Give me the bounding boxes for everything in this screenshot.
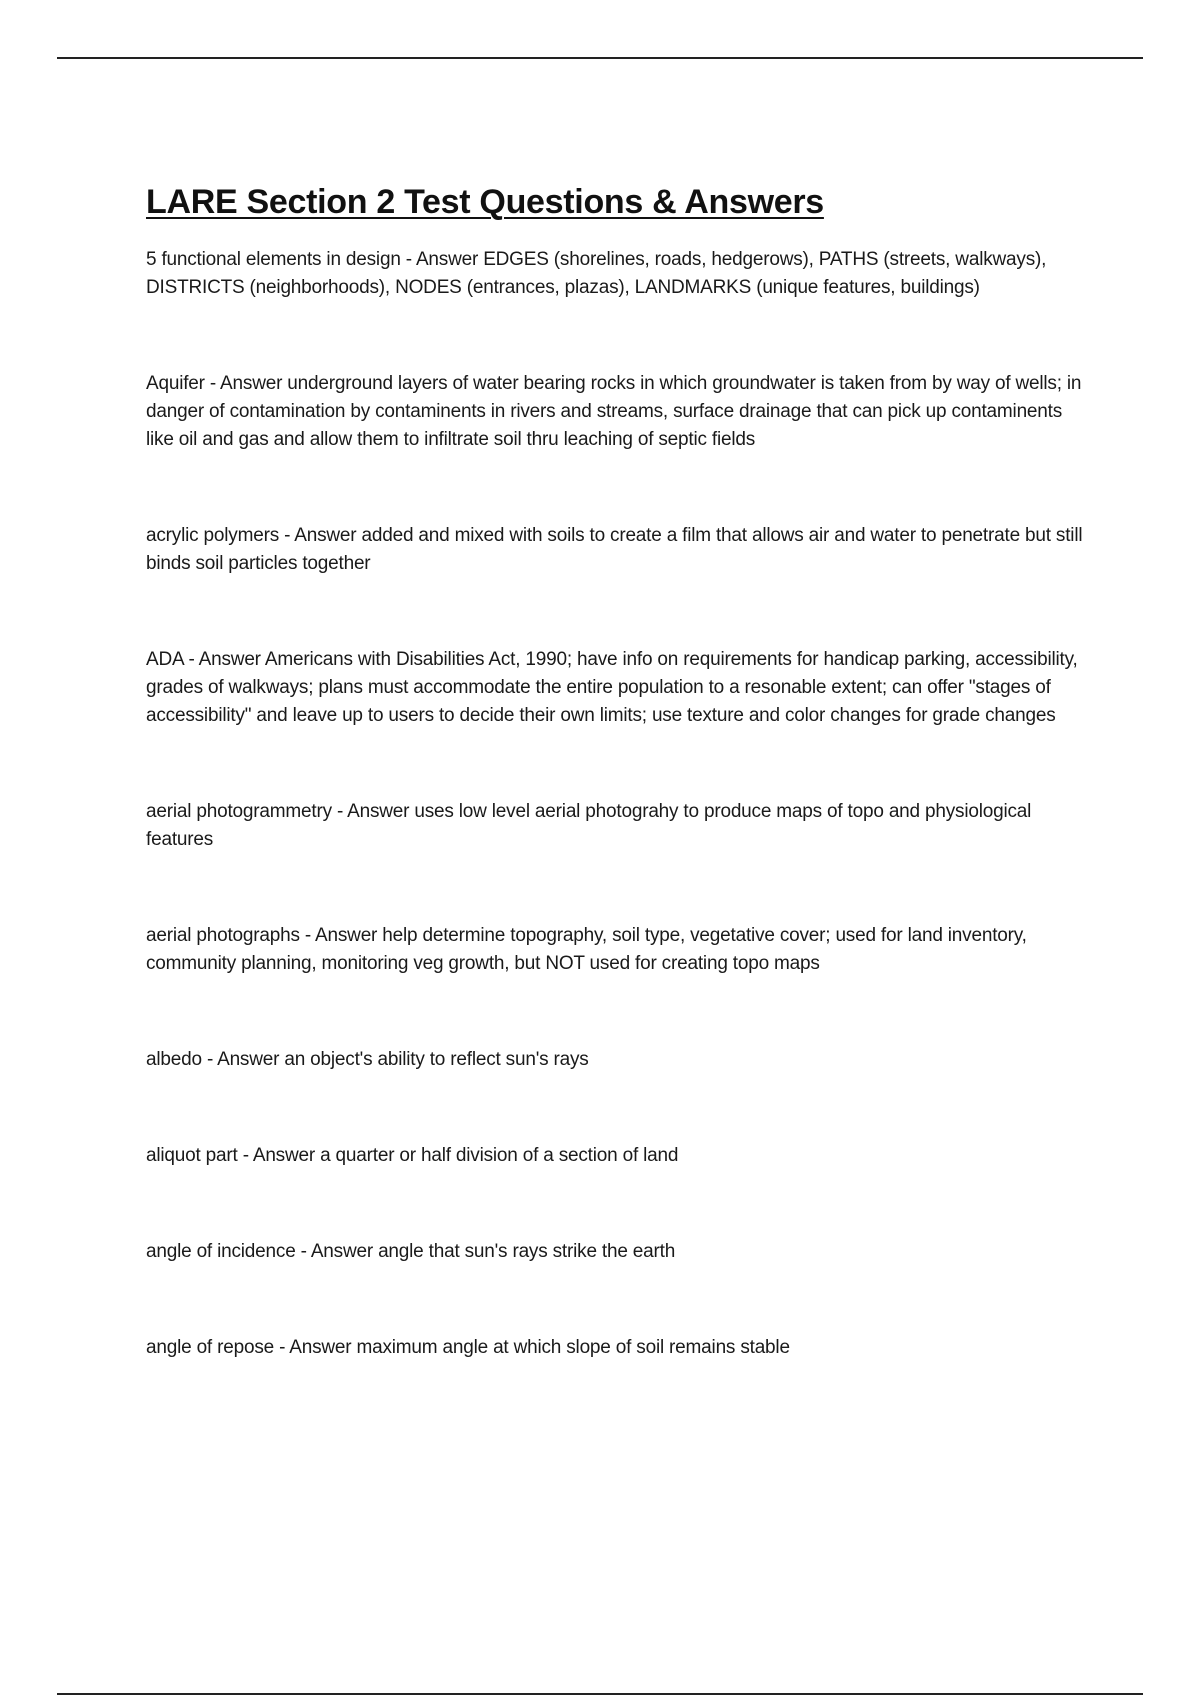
qa-answer: maximum angle at which slope of soil remains stable <box>356 1337 790 1358</box>
qa-item <box>146 1046 1086 1074</box>
qa-term: aliquot part <box>146 1145 238 1166</box>
qa-term: acrylic polymers <box>146 525 279 546</box>
qa-term: aerial photogrammetry <box>146 801 332 822</box>
answer-separator: - Answer <box>295 1241 379 1262</box>
top-rule <box>57 57 1143 59</box>
document-body <box>146 178 1086 1430</box>
qa-term: angle of repose <box>146 1337 274 1358</box>
qa-answer: angle that sun's rays strike the earth <box>378 1241 676 1262</box>
answer-separator: - Answer <box>274 1337 357 1358</box>
qa-item <box>146 522 1086 578</box>
qa-list <box>146 246 1086 1362</box>
qa-answer: added and mixed with soils to create a film that allows air and water to penetrate but still binds soil particles together <box>146 525 1083 574</box>
qa-answer: an object's ability to reflect sun's rays <box>284 1049 589 1070</box>
qa-term: 5 functional elements in design <box>146 249 401 270</box>
qa-item <box>146 922 1086 978</box>
bottom-rule <box>57 1693 1143 1695</box>
qa-term: aerial photographs <box>146 925 300 946</box>
qa-item <box>146 1142 1086 1170</box>
answer-separator: - Answer <box>237 1145 321 1166</box>
qa-answer: uses low level aerial photograhy to produce maps of topo and physiological features <box>146 801 1032 850</box>
answer-separator: - Answer <box>400 249 484 270</box>
answer-separator: - Answer <box>183 649 265 670</box>
qa-item <box>146 370 1086 454</box>
qa-term: ADA <box>146 649 184 670</box>
qa-term: angle of incidence <box>146 1241 296 1262</box>
qa-item <box>146 646 1086 730</box>
answer-separator: - Answer <box>331 801 415 822</box>
qa-term: Aquifer <box>146 373 205 394</box>
qa-item <box>146 246 1086 302</box>
qa-item <box>146 1238 1086 1266</box>
answer-separator: - Answer <box>201 1049 285 1070</box>
answer-separator: - Answer <box>279 525 362 546</box>
qa-term: albedo <box>146 1049 202 1070</box>
page-title: LARE Section 2 Test Questions & Answers <box>146 183 824 221</box>
qa-item <box>146 1334 1086 1362</box>
qa-answer: help determine topography, soil type, vegetative cover; used for land inventory, community planning, monitoring veg growth, but NOT used for creating topo maps <box>146 925 1027 974</box>
answer-separator: - Answer <box>299 925 383 946</box>
qa-answer: a quarter or half division of a section of land <box>320 1145 679 1166</box>
qa-answer: Americans with Disabilities Act, 1990; have info on requirements for handicap parking, accessibility, grades of walkways; plans must accommodate the entire population to a resonable extent; can offer "stages of accessibility" and leave up to users to decide their own limits; use texture and color changes for grade changes <box>146 649 1078 726</box>
qa-answer: EDGES (shorelines, roads, hedgerows), PATHS (streets, walkways), DISTRICTS (neighborhoods), NODES (entrances, plazas), LANDMARKS (unique features, buildings) <box>146 249 1047 298</box>
answer-separator: - Answer <box>204 373 288 394</box>
qa-answer: underground layers of water bearing rocks in which groundwater is taken from by way of wells; in danger of contamination by contaminents in rivers and streams, surface drainage that can pick up contaminents like oil and gas and allow them to infiltrate soil thru leaching of septic fields <box>146 373 1082 450</box>
qa-item <box>146 798 1086 854</box>
